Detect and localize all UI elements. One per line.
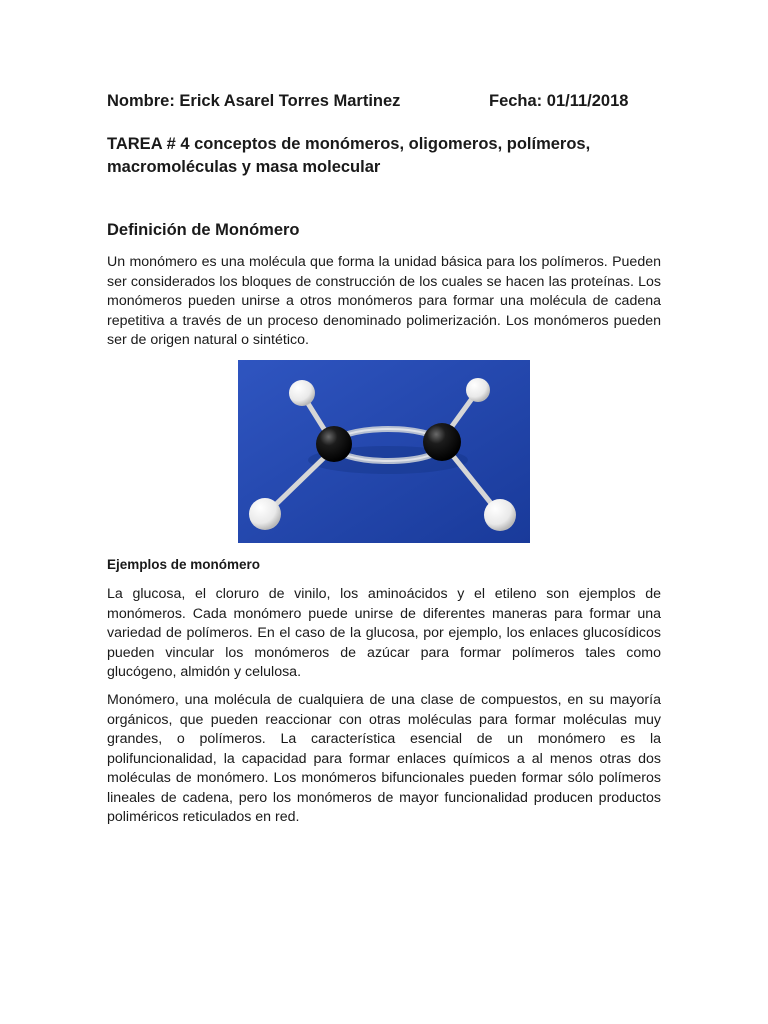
- task-title: TAREA # 4 conceptos de monómeros, oligomeros, polímeros, macromoléculas y masa molecular: [107, 135, 591, 176]
- examples-heading: Ejemplos de monómero: [107, 557, 261, 572]
- section-heading-monomer-definition: Definición de Monómero: [107, 221, 300, 239]
- examples-paragraph-2: Monómero, una molécula de cualquiera de una clase de compuestos, en su mayoría orgánicos, que pueden reaccionar con otras moléculas para formar moléculas muy grandes, o polímeros. La característica esencial de un monómero es la polifuncionalidad, la capacidad para formar enlaces químicos a al menos otras dos moléculas de monómero. Los monómeros bifuncionales pueden formar sólo polímeros lineales de cadena, pero los monómeros de mayor funcionalidad producen productos poliméricos reticulados en red.: [107, 692, 661, 825]
- student-name: Nombre: Erick Asarel Torres Martinez: [107, 92, 401, 110]
- examples-paragraph-1: La glucosa, el cloruro de vinilo, los aminoácidos y el etileno son ejemplos de monómeros. Cada monómero puede unirse de diferentes maneras para formar una variedad de polímeros. En el caso de la glucosa, por ejemplo, los enlaces glucosídicos pueden vincular los monómeros de azúcar para formar polímeros tales como glucógeno, almidón y celulosa.: [107, 586, 661, 680]
- definition-paragraph: Un monómero es una molécula que forma la unidad básica para los polímeros. Pueden ser considerados los bloques de construcción de los cuales se hacen las proteínas. Los monómeros pueden unirse a otros monómeros para formar una molécula de cadena repetitiva a través de un proceso denominado polimerización. Los monómeros pueden ser de origen natural o sintético.: [107, 254, 661, 348]
- ethylene-molecule-model-icon: [238, 360, 530, 543]
- ethylene-molecule-model-image: [238, 360, 530, 543]
- assignment-date: Fecha: 01/11/2018: [489, 92, 629, 110]
